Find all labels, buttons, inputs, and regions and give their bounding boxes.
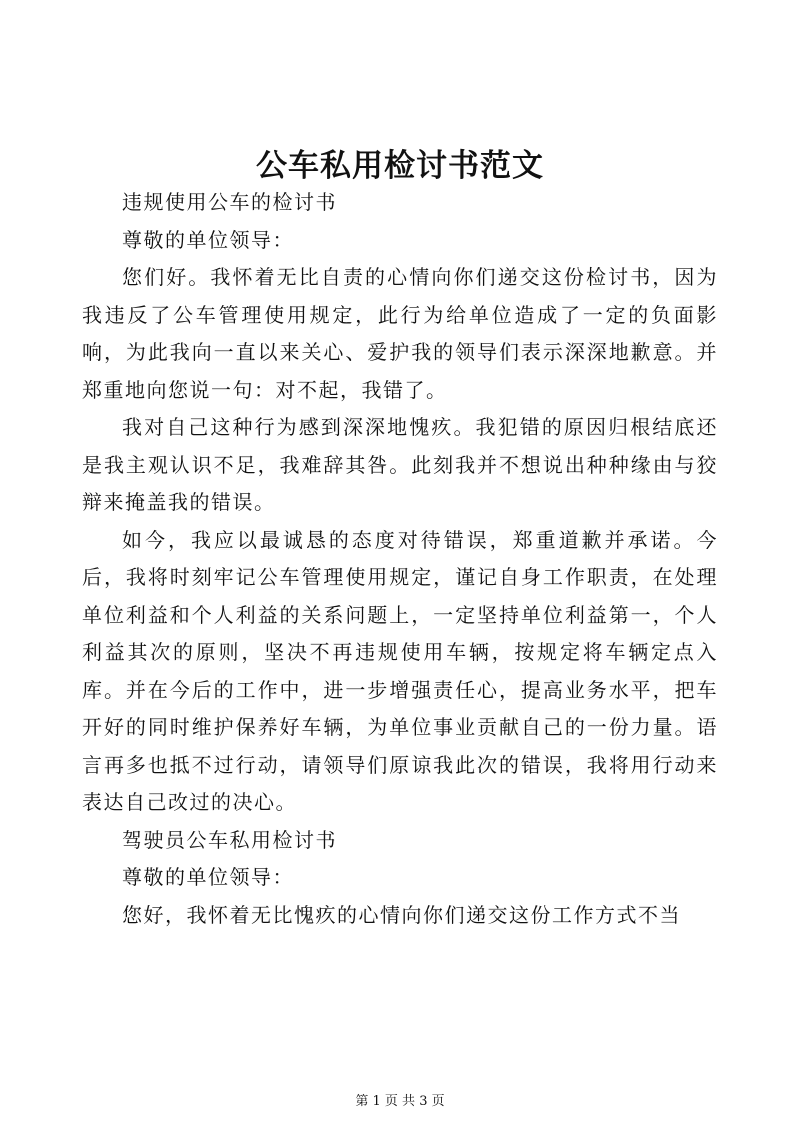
document-title: 公车私用检讨书范文 [256, 148, 544, 184]
paragraph-subtitle-2: 驾驶员公车私用检讨书 [122, 827, 337, 852]
paragraph-body-3: 如今，我应以最诚恳的态度对待错误，郑重道歉并承诺。今后，我将时刻牢记公车管理使用规定，谨记自身工作职责，在处理单位利益和个人利益的关系问题上，一定坚持单位利益第一，个人利益其次的原则，坚决不再违规使用车辆，按规定将车辆定点入库。并在今后的工作中，进一步增强责任心，提高业务水平，把车开好的同时维护保养好车辆，为单位事业贡献自己的一份力量。语言再多也抵不过行动，请领导们原谅我此次的错误，我将用行动来表达自己改过的决心。 [82, 527, 718, 814]
paragraph-body-1: 您们好。我怀着无比自责的心情向你们递交这份检讨书，因为我违反了公车管理使用规定，此行为给单位造成了一定的负面影响，为此我向一直以来关心、爱护我的领导们表示深深地歉意。并郑重地向您说一句：对不起，我错了。 [82, 265, 718, 402]
paragraph-body-2: 我对自己这种行为感到深深地愧疚。我犯错的原因归根结底还是我主观认识不足，我难辞其咎。此刻我并不想说出种种缘由与狡辩来掩盖我的错误。 [82, 415, 718, 514]
paragraph-salutation-1: 尊敬的单位领导： [122, 227, 294, 252]
page-number-footer: 第 1 页 共 3 页 [355, 1094, 445, 1109]
document-body [82, 184, 718, 934]
paragraph-body-4: 您好，我怀着无比愧疚的心情向你们递交这份工作方式不当 [122, 902, 681, 927]
paragraph-subtitle-1: 违规使用公车的检讨书 [122, 190, 337, 214]
paragraph-salutation-2: 尊敬的单位领导： [122, 865, 294, 889]
